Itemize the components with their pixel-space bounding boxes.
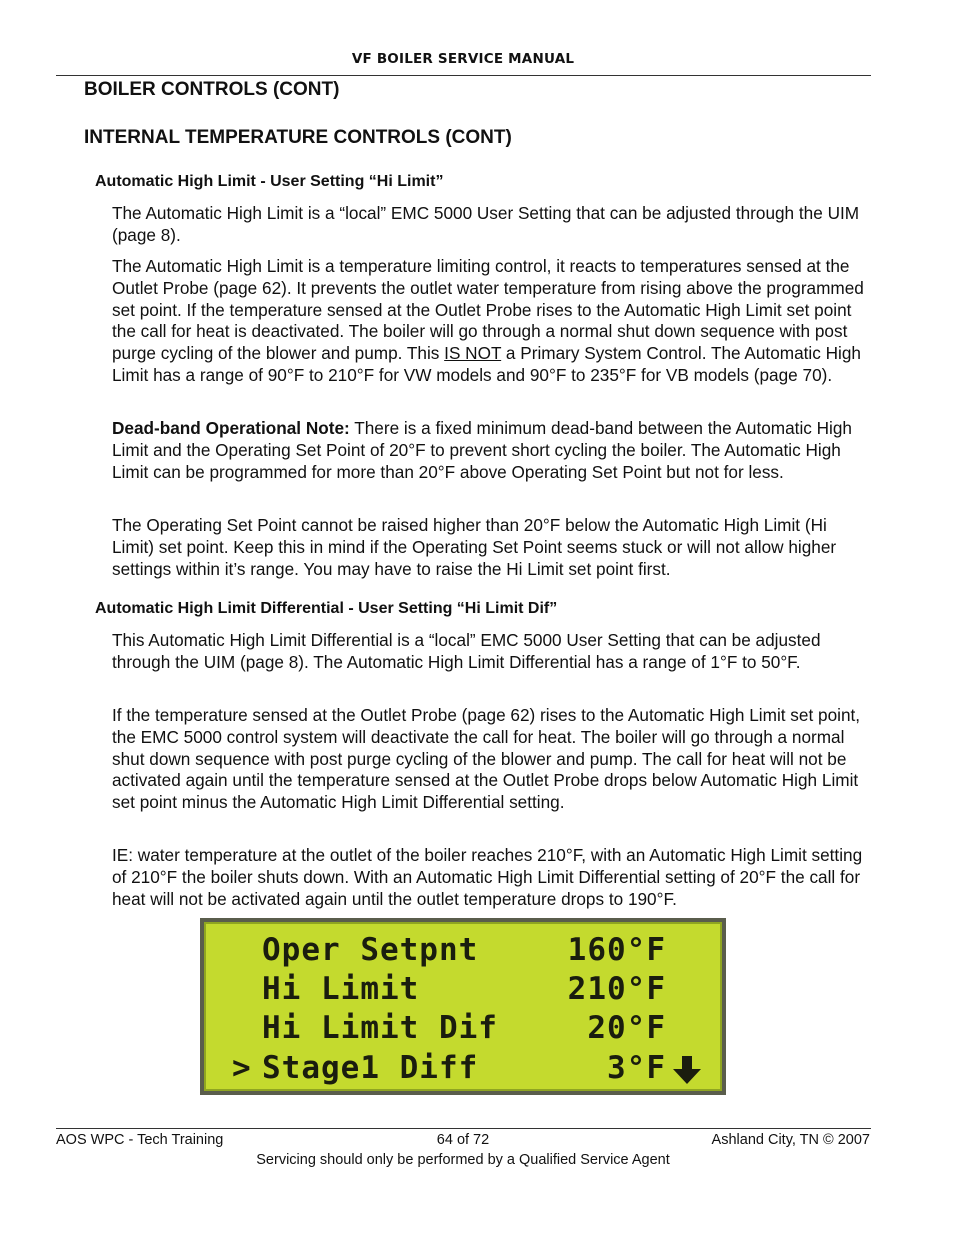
lcd-row-oper-setpnt <box>232 932 702 970</box>
hi-limit-heading: Automatic High Limit - User Setting “Hi Limit” <box>95 173 444 190</box>
footer-rule <box>56 1128 871 1129</box>
hi-limit-dif-heading: Automatic High Limit Differential - User Setting “Hi Limit Dif” <box>95 600 558 617</box>
lcd-value: 160°F <box>567 932 666 968</box>
paragraph-operating-set-point: The Operating Set Point cannot be raised higher than 20°F below the Automatic High Limit (Hi Limit) set point. Keep this in mind if the Operating Set Point seems stuck or will not allow higher settings within it’s range. You may have to raise the Hi Limit set point first. <box>112 515 837 579</box>
paragraph-dead-band-note: Dead-band Operational Note: There is a fixed minimum dead-band between the Automatic High Limit and the Operating Set Point of 20°F to prevent short cycling the boiler. The Automatic High Limit can be programmed for more than 20°F above Operating Set Point but not for less. <box>112 418 852 482</box>
lcd-label: Stage1 Diff <box>262 1050 479 1086</box>
lcd-label: Oper Setpnt <box>262 932 479 968</box>
footer-note: Servicing should only be performed by a Qualified Service Agent <box>256 1152 670 1168</box>
manual-title: VF BOILER SERVICE MANUAL <box>351 51 575 67</box>
lcd-row-stage1-diff <box>232 1050 702 1088</box>
paragraph-example: IE: water temperature at the outlet of the boiler reaches 210°F, with an Automatic High Limit setting of 210°F the boiler shuts down. With an Automatic High Limit Differential setting of 20°F the call for heat will not be activated again until the outlet temperature drops to 190°F. <box>112 845 863 909</box>
page-number: 64 of 72 <box>436 1132 490 1148</box>
emphasis-is-not: IS NOT <box>444 343 502 364</box>
lcd-label: Hi Limit Dif <box>262 1010 498 1046</box>
lcd-value: 20°F <box>587 1010 666 1046</box>
dead-band-label: Dead-band Operational Note: <box>112 418 350 438</box>
footer-right: Ashland City, TN © 2007 <box>711 1132 870 1148</box>
paragraph-hi-limit-intro: The Automatic High Limit is a “local” EMC 5000 User Setting that can be adjusted through the UIM (page 8). <box>112 203 860 245</box>
lcd-row-hi-limit <box>232 971 702 1009</box>
footer-left: AOS WPC - Tech Training <box>56 1132 224 1148</box>
selection-pointer-icon: > <box>232 1050 252 1086</box>
header-rule <box>56 75 871 76</box>
lcd-row-hi-limit-dif <box>232 1010 702 1048</box>
lcd-label: Hi Limit <box>262 971 420 1007</box>
lcd-value: 210°F <box>567 971 666 1007</box>
subsection-heading: INTERNAL TEMPERATURE CONTROLS (CONT) <box>84 127 512 148</box>
section-heading: BOILER CONTROLS (CONT) <box>84 79 340 100</box>
down-arrow-icon <box>672 1056 702 1084</box>
paragraph-hi-limit-dif-description: If the temperature sensed at the Outlet Probe (page 62) rises to the Automatic High Limit set point, the EMC 5000 control system will deactivate the call for heat. The boiler will go through a normal shut down sequence with post purge cycling of the blower and pump. The call for heat will not be activated again until the temperature sensed at the Outlet Probe drops below Automatic High Limit set point minus the Automatic High Limit Differential setting. <box>112 705 861 813</box>
paragraph-hi-limit-description: The Automatic High Limit is a temperature limiting control, it reacts to temperatures sensed at the Outlet Probe (page 62). It prevents the outlet water temperature from rising above the programmed set point. If the temperature sensed at the Outlet Probe rises to the Automatic High Limit set point the call for heat is deactivated. The boiler will go through a normal shut down sequence with post purge cycling of the blower and pump. This IS NOT a Primary System Control. The Automatic High Limit has a range of 90°F to 210°F for VW models and 90°F to 235°F for VB models (page 70). <box>112 256 864 385</box>
paragraph-hi-limit-dif-intro: This Automatic High Limit Differential is a “local” EMC 5000 User Setting that can be adjusted through the UIM (page 8). The Automatic High Limit Differential has a range of 1°F to 50°F. <box>112 630 821 672</box>
lcd-display <box>200 918 726 1095</box>
lcd-value: 3°F <box>607 1050 666 1086</box>
